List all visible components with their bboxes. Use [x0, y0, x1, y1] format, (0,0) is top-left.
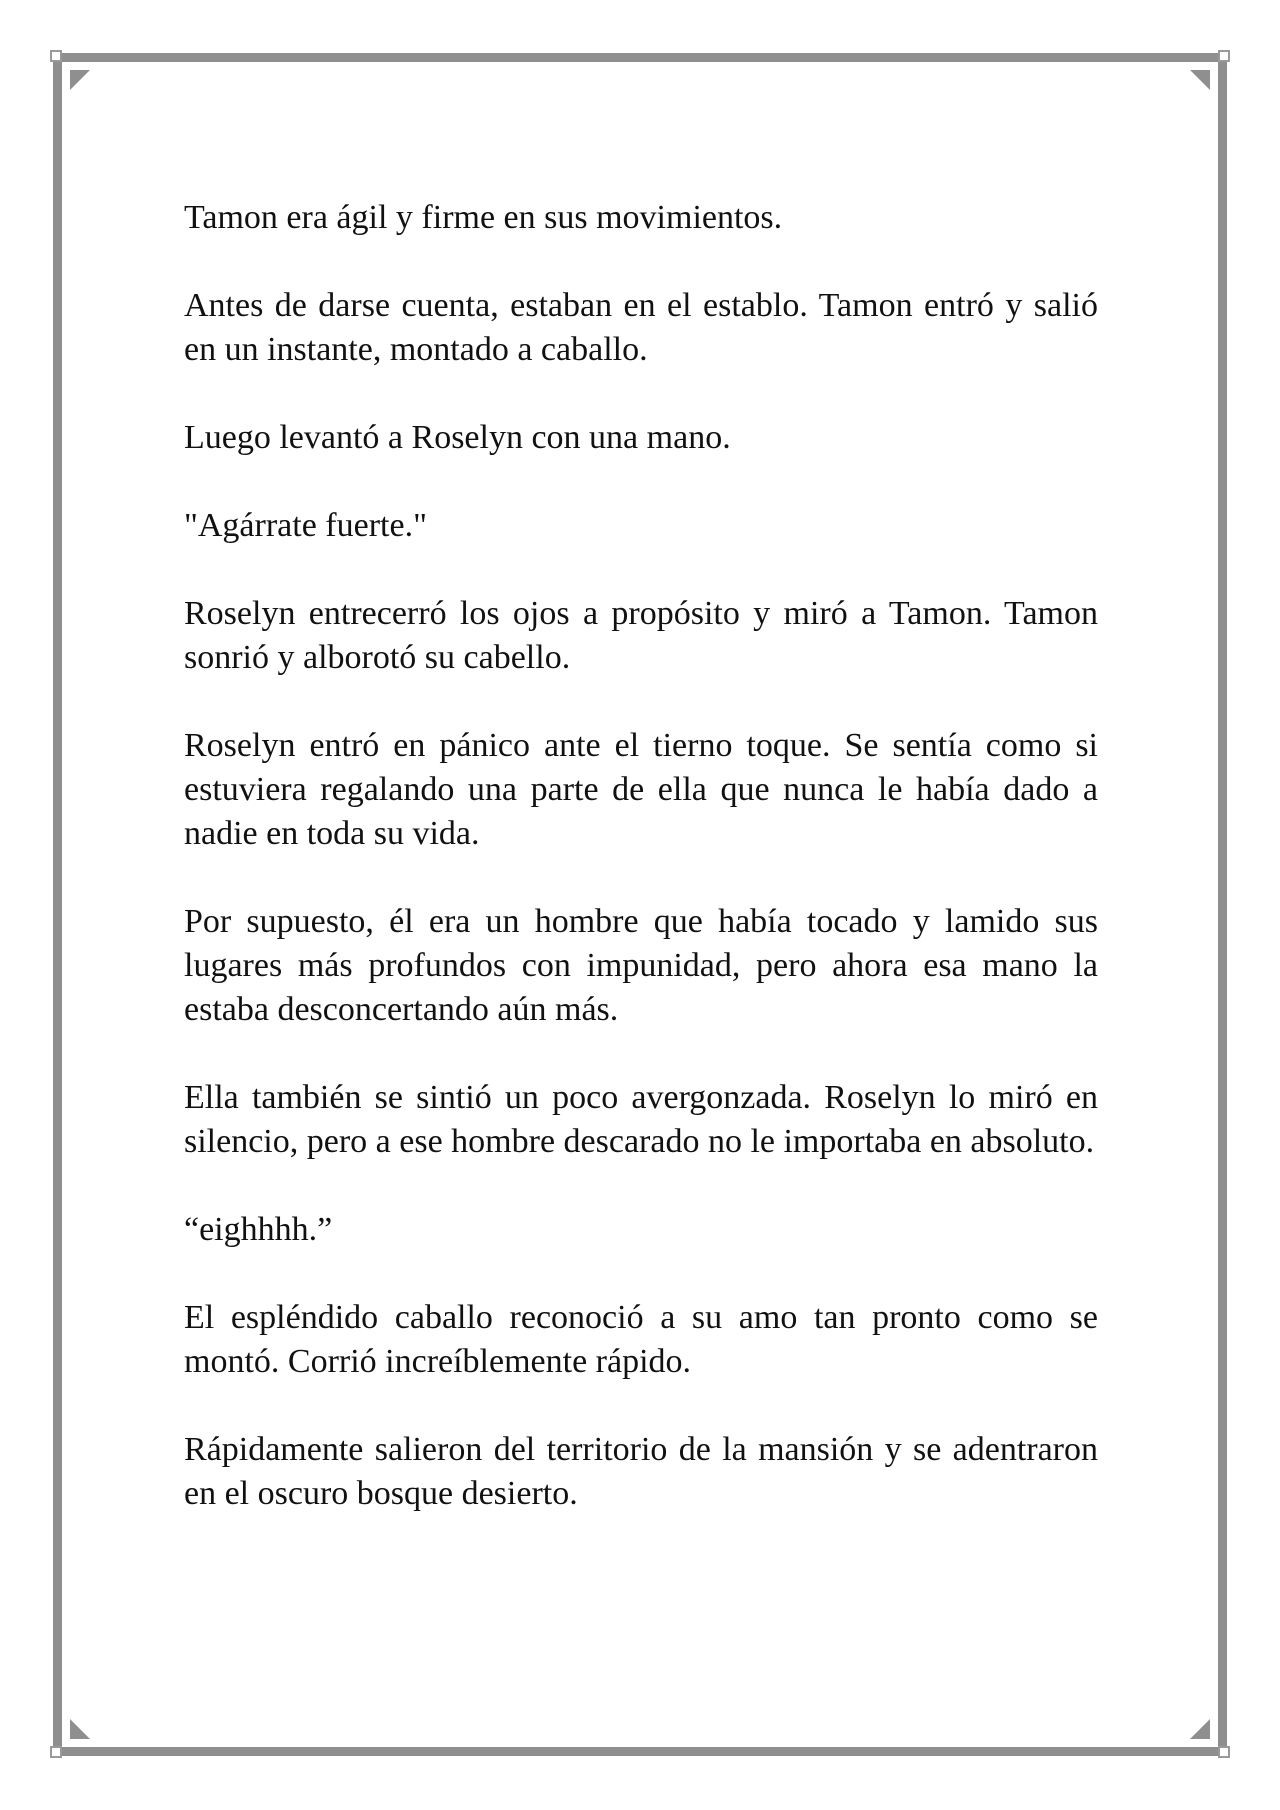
corner-triangle-icon — [70, 70, 90, 90]
paragraph: “eighhhh.” — [184, 1211, 333, 1248]
frame-corner-ornament — [50, 50, 62, 62]
paragraph: Tamon era ágil y firme en sus movimientos. — [184, 199, 783, 236]
corner-triangle-icon — [1190, 1719, 1210, 1739]
paragraph: Por supuesto, él era un hombre que había tocado y lamido sus lugares más profundos con impunidad, pero ahora esa mano la estaba desconcertando aún más. — [184, 903, 1098, 1028]
document-body — [184, 196, 1098, 1560]
paragraph: Ella también se sintió un poco avergonzada. Roselyn lo miró en silencio, pero a ese hombre descarado no le importaba en absoluto. — [184, 1079, 1098, 1160]
paragraph: Roselyn entró en pánico ante el tierno toque. Se sentía como si estuviera regalando una parte de ella que nunca le había dado a nadie en toda su vida. — [184, 727, 1098, 852]
frame-corner-ornament — [1218, 50, 1230, 62]
paragraph: Rápidamente salieron del territorio de la mansión y se adentraron en el oscuro bosque desierto. — [184, 1431, 1098, 1512]
paragraph: Roselyn entrecerró los ojos a propósito y miró a Tamon. Tamon sonrió y alborotó su cabello. — [184, 595, 1098, 676]
frame-border-left — [53, 56, 62, 1754]
frame-corner-ornament — [1218, 1746, 1230, 1758]
paragraph: El espléndido caballo reconoció a su amo tan pronto como se montó. Corrió increíblemente rápido. — [184, 1299, 1098, 1380]
paragraph: Antes de darse cuenta, estaban en el establo. Tamon entró y salió en un instante, montado a caballo. — [184, 287, 1098, 368]
frame-border-right — [1218, 56, 1227, 1754]
frame-border-bottom — [56, 1747, 1224, 1756]
corner-triangle-icon — [1190, 70, 1210, 90]
frame-border-top — [56, 53, 1224, 62]
frame-corner-ornament — [50, 1746, 62, 1758]
paragraph: "Agárrate fuerte." — [184, 507, 427, 544]
corner-triangle-icon — [70, 1719, 90, 1739]
paragraph: Luego levantó a Roselyn con una mano. — [184, 419, 731, 456]
